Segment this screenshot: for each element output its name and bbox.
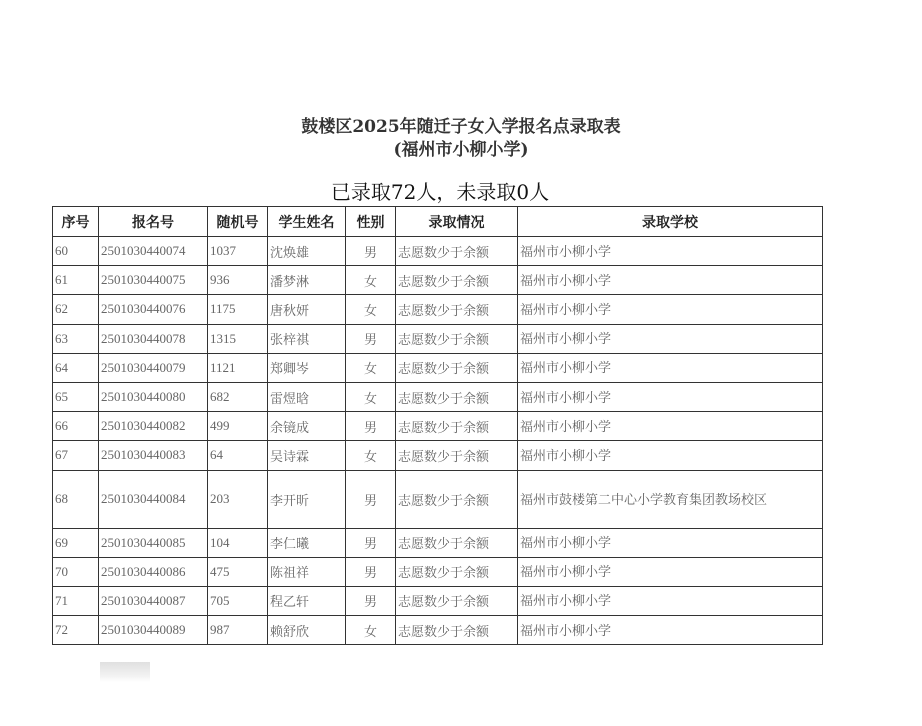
cell-gender: 男 <box>346 528 396 557</box>
document-title: 鼓楼区2025年随迁子女入学报名点录取表 <box>301 117 621 137</box>
table-row <box>53 528 823 557</box>
cell-admitted-school: 福州市小柳小学 <box>518 324 823 353</box>
cell-student-name: 陈祖祥 <box>268 557 346 586</box>
cell-admitted-school: 福州市小柳小学 <box>518 616 823 645</box>
cell-random-no: 475 <box>208 557 268 586</box>
table-row <box>53 237 823 266</box>
cell-gender: 男 <box>346 237 396 266</box>
cell-student-name: 余镜成 <box>268 412 346 441</box>
table-row <box>53 412 823 441</box>
table-row <box>53 586 823 615</box>
cell-admitted-school: 福州市小柳小学 <box>518 353 823 382</box>
table-header-row <box>53 207 823 237</box>
cell-admitted-school: 福州市小柳小学 <box>518 412 823 441</box>
table-row <box>53 557 823 586</box>
table-row <box>53 324 823 353</box>
table-row <box>53 616 823 645</box>
table-row <box>53 382 823 411</box>
cell-student-name: 唐秋妍 <box>268 295 346 324</box>
cell-student-name: 赖舒欣 <box>268 616 346 645</box>
cell-random-no: 64 <box>208 441 268 470</box>
cell-random-no: 104 <box>208 528 268 557</box>
cell-registration-no: 2501030440087 <box>99 586 208 615</box>
cell-seq: 71 <box>53 586 99 615</box>
cell-seq: 60 <box>53 237 99 266</box>
cell-random-no: 1175 <box>208 295 268 324</box>
cell-admitted-school: 福州市小柳小学 <box>518 295 823 324</box>
admission-summary: 已录取72人，未录取0人 <box>330 180 550 204</box>
table-row <box>53 441 823 470</box>
cell-gender: 男 <box>346 586 396 615</box>
cell-gender: 女 <box>346 295 396 324</box>
cell-admission-status: 志愿数少于余额 <box>396 557 518 586</box>
cell-gender: 男 <box>346 557 396 586</box>
cell-admission-status: 志愿数少于余额 <box>396 353 518 382</box>
cell-gender: 女 <box>346 353 396 382</box>
cell-admitted-school: 福州市小柳小学 <box>518 557 823 586</box>
cell-admission-status: 志愿数少于余额 <box>396 441 518 470</box>
cell-registration-no: 2501030440082 <box>99 412 208 441</box>
cell-admission-status: 志愿数少于余额 <box>396 237 518 266</box>
cell-seq: 70 <box>53 557 99 586</box>
cell-student-name: 李开昕 <box>268 470 346 528</box>
cell-gender: 女 <box>346 441 396 470</box>
cell-seq: 63 <box>53 324 99 353</box>
cell-admitted-school: 福州市鼓楼第二中心小学教育集团教场校区 <box>518 470 823 528</box>
cell-admitted-school: 福州市小柳小学 <box>518 237 823 266</box>
table-row <box>53 470 823 528</box>
cell-admission-status: 志愿数少于余额 <box>396 528 518 557</box>
cell-registration-no: 2501030440080 <box>99 382 208 411</box>
cell-random-no: 1037 <box>208 237 268 266</box>
cell-random-no: 499 <box>208 412 268 441</box>
cell-registration-no: 2501030440078 <box>99 324 208 353</box>
cell-seq: 67 <box>53 441 99 470</box>
cell-admitted-school: 福州市小柳小学 <box>518 266 823 295</box>
cell-registration-no: 2501030440084 <box>99 470 208 528</box>
cell-gender: 男 <box>346 324 396 353</box>
cell-gender: 男 <box>346 470 396 528</box>
cell-admitted-school: 福州市小柳小学 <box>518 586 823 615</box>
cell-seq: 65 <box>53 382 99 411</box>
table-row <box>53 295 823 324</box>
header-registration-no: 报名号 <box>99 207 208 237</box>
cell-registration-no: 2501030440086 <box>99 557 208 586</box>
cell-seq: 62 <box>53 295 99 324</box>
header-random-no: 随机号 <box>208 207 268 237</box>
cell-registration-no: 2501030440089 <box>99 616 208 645</box>
cell-registration-no: 2501030440083 <box>99 441 208 470</box>
cell-admission-status: 志愿数少于余额 <box>396 324 518 353</box>
cell-random-no: 705 <box>208 586 268 615</box>
cell-admission-status: 志愿数少于余额 <box>396 382 518 411</box>
header-admission-status: 录取情况 <box>396 207 518 237</box>
cell-student-name: 程乙轩 <box>268 586 346 615</box>
cell-random-no: 1121 <box>208 353 268 382</box>
admission-table <box>52 206 823 645</box>
header-gender: 性别 <box>346 207 396 237</box>
cell-admission-status: 志愿数少于余额 <box>396 295 518 324</box>
cell-random-no: 203 <box>208 470 268 528</box>
cell-student-name: 潘梦淋 <box>268 266 346 295</box>
cell-admitted-school: 福州市小柳小学 <box>518 382 823 411</box>
cell-seq: 69 <box>53 528 99 557</box>
cell-gender: 女 <box>346 266 396 295</box>
header-seq: 序号 <box>53 207 99 237</box>
cell-registration-no: 2501030440075 <box>99 266 208 295</box>
cell-registration-no: 2501030440076 <box>99 295 208 324</box>
cell-seq: 64 <box>53 353 99 382</box>
cell-admission-status: 志愿数少于余额 <box>396 470 518 528</box>
cell-seq: 72 <box>53 616 99 645</box>
document-subtitle: (福州市小柳小学) <box>393 140 529 160</box>
cell-registration-no: 2501030440079 <box>99 353 208 382</box>
cell-admission-status: 志愿数少于余额 <box>396 616 518 645</box>
scan-smudge <box>100 662 150 682</box>
cell-random-no: 987 <box>208 616 268 645</box>
cell-admission-status: 志愿数少于余额 <box>396 586 518 615</box>
cell-registration-no: 2501030440085 <box>99 528 208 557</box>
cell-random-no: 682 <box>208 382 268 411</box>
cell-seq: 68 <box>53 470 99 528</box>
cell-student-name: 沈焕雄 <box>268 237 346 266</box>
cell-student-name: 吴诗霖 <box>268 441 346 470</box>
cell-seq: 66 <box>53 412 99 441</box>
cell-registration-no: 2501030440074 <box>99 237 208 266</box>
cell-admission-status: 志愿数少于余额 <box>396 412 518 441</box>
cell-gender: 男 <box>346 412 396 441</box>
table-row <box>53 266 823 295</box>
cell-admitted-school: 福州市小柳小学 <box>518 441 823 470</box>
table-row <box>53 353 823 382</box>
cell-student-name: 雷煜晗 <box>268 382 346 411</box>
cell-seq: 61 <box>53 266 99 295</box>
header-admitted-school: 录取学校 <box>518 207 823 237</box>
cell-gender: 女 <box>346 616 396 645</box>
cell-gender: 女 <box>346 382 396 411</box>
header-student-name: 学生姓名 <box>268 207 346 237</box>
cell-admission-status: 志愿数少于余额 <box>396 266 518 295</box>
cell-student-name: 张梓祺 <box>268 324 346 353</box>
cell-random-no: 1315 <box>208 324 268 353</box>
cell-admitted-school: 福州市小柳小学 <box>518 528 823 557</box>
cell-student-name: 郑卿岑 <box>268 353 346 382</box>
cell-random-no: 936 <box>208 266 268 295</box>
cell-student-name: 李仁曦 <box>268 528 346 557</box>
